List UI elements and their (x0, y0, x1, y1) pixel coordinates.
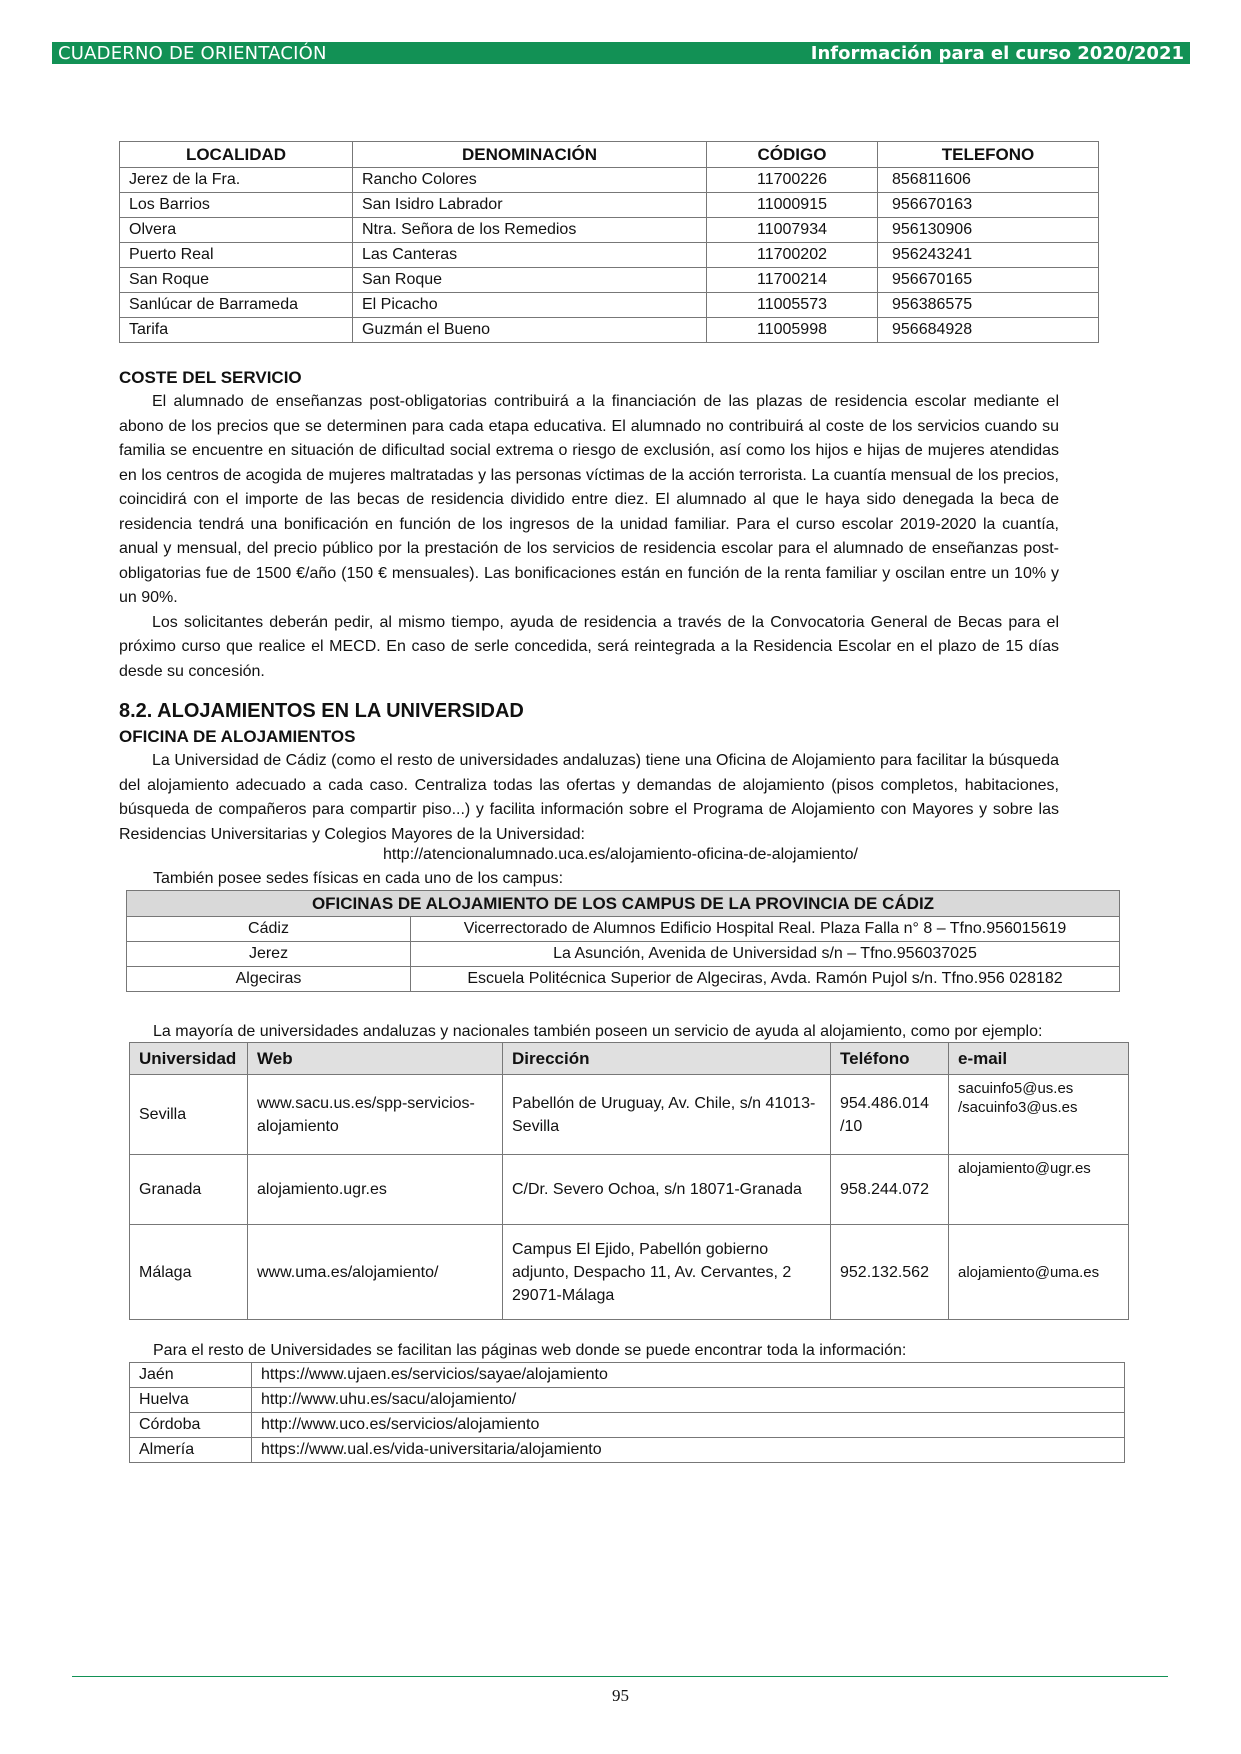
resto-universidades-table (129, 1362, 1125, 1463)
table-cell: Olvera (120, 218, 353, 243)
table-title: OFICINAS DE ALOJAMIENTO DE LOS CAMPUS DE LA PROVINCIA DE CÁDIZ (127, 891, 1120, 917)
coste-text (119, 390, 1059, 684)
table-cell: Rancho Colores (353, 168, 707, 193)
table-cell: 956243241 (878, 243, 1099, 268)
universidades-table (129, 1042, 1129, 1320)
table-row (130, 1075, 1129, 1155)
table-cell: 954.486.014 /10 (831, 1075, 949, 1155)
table-header-row (127, 891, 1120, 917)
table-cell: 956130906 (878, 218, 1099, 243)
table-cell: Ntra. Señora de los Remedios (353, 218, 707, 243)
email-link[interactable]: alojamiento@uma.es (949, 1225, 1129, 1320)
email-link[interactable]: sacuinfo5@us.es /sacuinfo3@us.es (949, 1075, 1129, 1155)
col-header: CÓDIGO (707, 142, 878, 168)
paragraph: El alumnado de enseñanzas post-obligatorias contribuirá a la financiación de las plazas de residencia escolar mediante el abono de los precios que se determinen para cada etapa educativa. El alumnado no contribuirá al coste de los servicios cuando su familia se encuentre en situación de dificultad social extrema o riesgo de exclusión, así como los hijos e hijas de mujeres atendidas en los centros de acogida de mujeres maltratadas y las personas víctimas de la acción terrorista. La cuantía mensual de los precios, coincidirá con el importe de las becas de residencia dividido entre diez. El alumnado al que le haya sido denegada la beca de residencia tendrá una bonificación en función de los ingresos de la unidad familiar. Para el curso escolar 2019-2020 la cuantía, anual y mensual, del precio público por la prestación de los servicios de residencia escolar para el alumnado de enseñanzas post-obligatorias fue de 1500 €/año (150 € mensuales). Las bonificaciones están en función de la renta familiar y oscilan entre un 10% y un 90%. (119, 393, 1059, 606)
table-cell: El Picacho (353, 293, 707, 318)
table-cell: Huelva (130, 1388, 252, 1413)
table-cell: 11005573 (707, 293, 878, 318)
table-cell: Pabellón de Uruguay, Av. Chile, s/n 41013-Sevilla (503, 1075, 831, 1155)
col-header: TELEFONO (878, 142, 1099, 168)
table-cell: San Roque (120, 268, 353, 293)
table-cell: Tarifa (120, 318, 353, 343)
table-row (130, 1225, 1129, 1320)
col-header: Teléfono (831, 1043, 949, 1075)
table-cell: Almería (130, 1438, 252, 1463)
table-cell: Vicerrectorado de Alumnos Edificio Hospital Real. Plaza Falla n° 8 – Tfno.956015619 (411, 917, 1120, 942)
table-cell: Granada (130, 1155, 248, 1225)
table-cell: Campus El Ejido, Pabellón gobierno adjunto, Despacho 11, Av. Cervantes, 2 29071-Málaga (503, 1225, 831, 1320)
header-bar (52, 42, 1190, 64)
resto-intro-text: Para el resto de Universidades se facilitan las páginas web donde se puede encontrar toda la información: (153, 1342, 907, 1359)
table-cell: 11700226 (707, 168, 878, 193)
table-row (127, 967, 1120, 992)
table-cell: Puerto Real (120, 243, 353, 268)
web-link[interactable]: www.sacu.us.es/spp-servicios-alojamiento (248, 1075, 503, 1155)
page-number: 95 (612, 1686, 629, 1705)
table-cell: Sanlúcar de Barrameda (120, 293, 353, 318)
col-header: e-mail (949, 1043, 1129, 1075)
table-cell: 958.244.072 (831, 1155, 949, 1225)
table-row (130, 1438, 1125, 1463)
table-header-row (120, 142, 1099, 168)
web-link[interactable]: www.uma.es/alojamiento/ (248, 1225, 503, 1320)
table-row (130, 1413, 1125, 1438)
table-header-row (130, 1043, 1129, 1075)
web-link[interactable]: https://www.ual.es/vida-universitaria/alojamiento (252, 1438, 1125, 1463)
col-header: Dirección (503, 1043, 831, 1075)
paragraph: La Universidad de Cádiz (como el resto de universidades andaluzas) tiene una Oficina de Alojamiento para facilitar la búsqueda del alojamiento adecuado a cada caso. Centraliza todas las ofertas y demandas de alojamiento (pisos completos, habitaciones, búsqueda de compañeros para compartir piso...) y facilita información sobre el Programa de Alojamiento con Mayores y sobre las Residencias Universitarias y Colegios Mayores de la Universidad: (119, 752, 1059, 843)
web-link[interactable]: http://www.uhu.es/sacu/alojamiento/ (252, 1388, 1125, 1413)
oficinas-table (126, 890, 1120, 992)
table-cell: 956386575 (878, 293, 1099, 318)
col-header: LOCALIDAD (120, 142, 353, 168)
table-cell: 11700214 (707, 268, 878, 293)
uca-alojamiento-link[interactable]: http://atencionalumnado.uca.es/alojamiento-oficina-de-alojamiento/ (383, 846, 858, 863)
campus-intro-text: También posee sedes físicas en cada uno de los campus: (153, 870, 564, 887)
col-header: Universidad (130, 1043, 248, 1075)
table-cell: Jaén (130, 1363, 252, 1388)
table-cell: Cádiz (127, 917, 411, 942)
header-title-right: Información para el curso 2020/2021 (810, 42, 1184, 64)
table-cell: San Isidro Labrador (353, 193, 707, 218)
table-cell: 11000915 (707, 193, 878, 218)
table-cell: 11005998 (707, 318, 878, 343)
table-cell: 956684928 (878, 318, 1099, 343)
table-row (127, 942, 1120, 967)
table-cell: 856811606 (878, 168, 1099, 193)
header-title-left: CUADERNO DE ORIENTACIÓN (58, 42, 327, 64)
paragraph: Los solicitantes deberán pedir, al mismo tiempo, ayuda de residencia a través de la Convocatoria General de Becas para el próximo curso que realice el MECD. En caso de serle concedida, será reintegrada a la Residencia Escolar en el plazo de 15 días desde su concesión. (119, 613, 1059, 680)
table-cell: Córdoba (130, 1413, 252, 1438)
table-cell: 956670163 (878, 193, 1099, 218)
web-link[interactable]: http://www.uco.es/servicios/alojamiento (252, 1413, 1125, 1438)
andaluzas-intro-text: La mayoría de universidades andaluzas y nacionales también poseen un servicio de ayuda al alojamiento, como por ejemplo: (153, 1023, 1043, 1040)
table-row (130, 1388, 1125, 1413)
table-cell: Málaga (130, 1225, 248, 1320)
web-link[interactable]: https://www.ujaen.es/servicios/sayae/alojamiento (252, 1363, 1125, 1388)
table-cell: 956670165 (878, 268, 1099, 293)
table-cell: Sevilla (130, 1075, 248, 1155)
table-cell: San Roque (353, 268, 707, 293)
subsection-title-oficina: OFICINA DE ALOJAMIENTOS (119, 727, 356, 746)
table-row (120, 168, 1099, 193)
table-cell: La Asunción, Avenida de Universidad s/n – Tfno.956037025 (411, 942, 1120, 967)
section-title-coste: COSTE DEL SERVICIO (119, 368, 302, 387)
col-header: Web (248, 1043, 503, 1075)
table-row (120, 243, 1099, 268)
table-cell: Guzmán el Bueno (353, 318, 707, 343)
residencias-table (119, 141, 1099, 343)
table-row (127, 917, 1120, 942)
table-cell: Los Barrios (120, 193, 353, 218)
table-row (120, 218, 1099, 243)
table-row (120, 193, 1099, 218)
email-link[interactable]: alojamiento@ugr.es (949, 1155, 1129, 1225)
universidad-text (119, 749, 1059, 847)
table-cell: Jerez de la Fra. (120, 168, 353, 193)
section-heading-universidad: 8.2. ALOJAMIENTOS EN LA UNIVERSIDAD (119, 700, 524, 722)
table-row (120, 268, 1099, 293)
table-cell: Algeciras (127, 967, 411, 992)
table-row (130, 1363, 1125, 1388)
web-link[interactable]: alojamiento.ugr.es (248, 1155, 503, 1225)
footer-divider (72, 1676, 1168, 1677)
table-cell: 952.132.562 (831, 1225, 949, 1320)
table-cell: 11007934 (707, 218, 878, 243)
table-cell: Escuela Politécnica Superior de Algeciras, Avda. Ramón Pujol s/n. Tfno.956 028182 (411, 967, 1120, 992)
table-row (120, 293, 1099, 318)
table-row (130, 1155, 1129, 1225)
table-cell: 11700202 (707, 243, 878, 268)
col-header: DENOMINACIÓN (353, 142, 707, 168)
table-cell: C/Dr. Severo Ochoa, s/n 18071-Granada (503, 1155, 831, 1225)
table-cell: Jerez (127, 942, 411, 967)
table-cell: Las Canteras (353, 243, 707, 268)
table-row (120, 318, 1099, 343)
